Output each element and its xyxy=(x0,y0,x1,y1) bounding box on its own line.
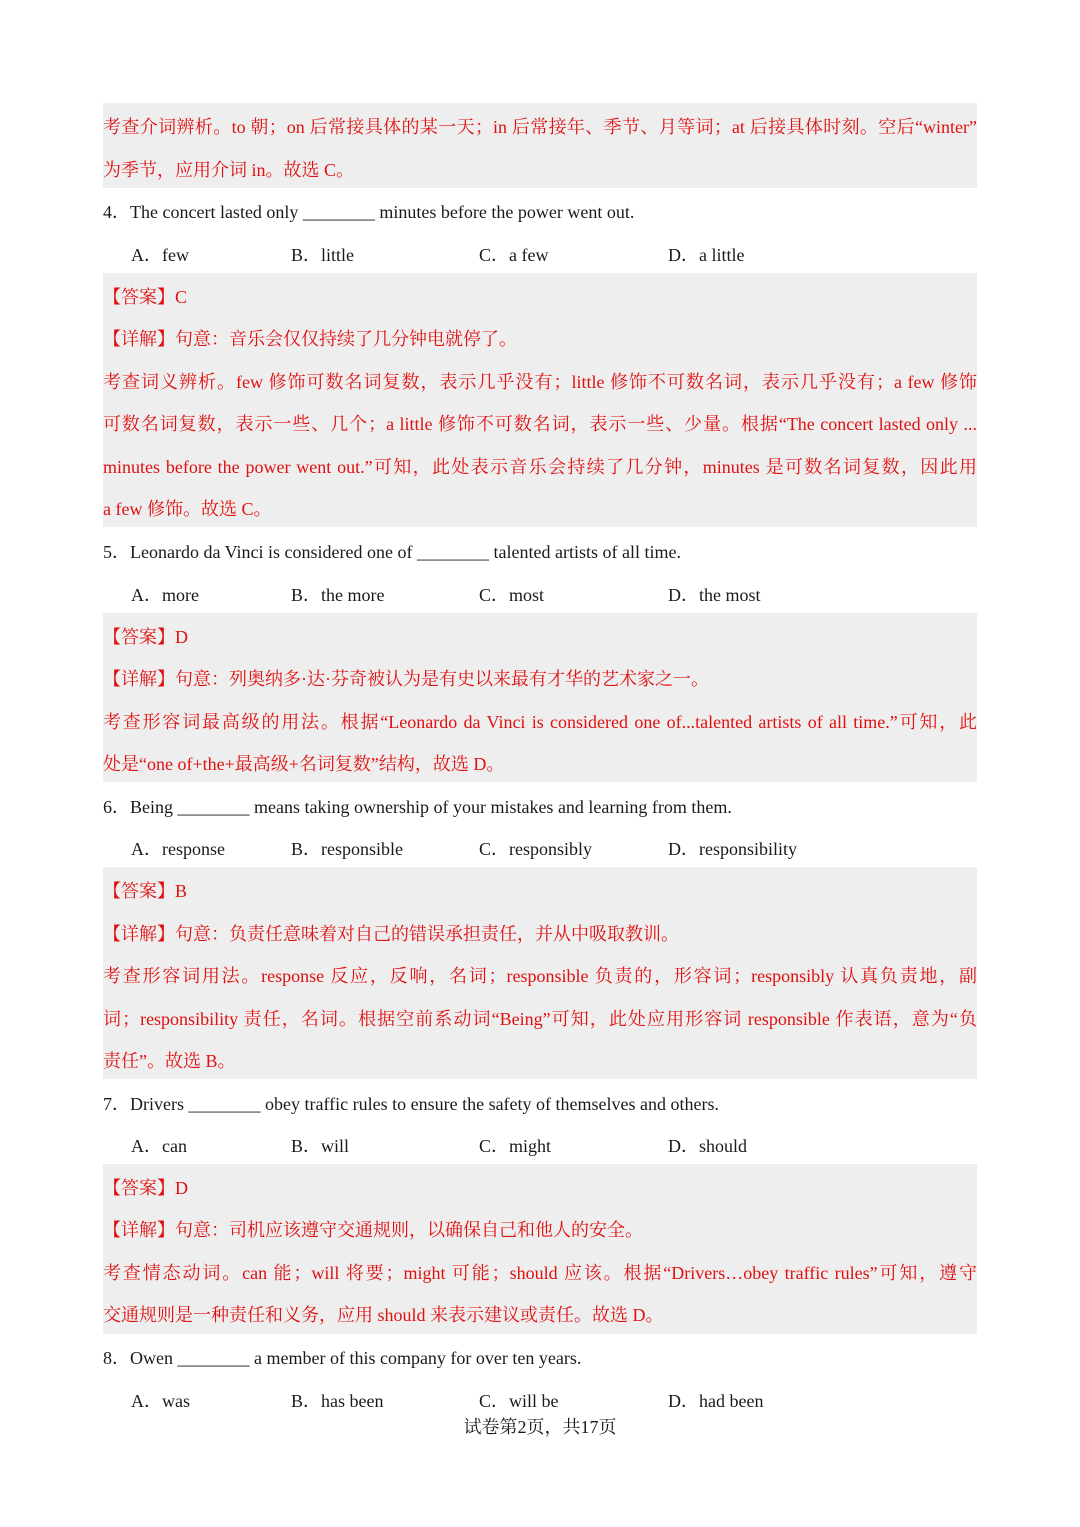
option-d: D．a little xyxy=(668,245,745,265)
option-b: B．has been xyxy=(291,1391,384,1411)
question-stem: 4．The concert lasted only ________ minutes before the power went out. xyxy=(103,202,635,222)
option-c: C．most xyxy=(479,585,545,605)
option-b: B．will xyxy=(291,1136,350,1156)
explanation-line: 考查介词辨析。to 朝；on 后常接具体的某一天；in 后常接年、季节、月等词；at 后接具体时刻。空后“winter” xyxy=(103,117,977,137)
option-a: A．more xyxy=(131,585,199,605)
question-stem: 7．Drivers ________ obey traffic rules to ensure the safety of themselves and others. xyxy=(103,1094,719,1114)
explanation-line: 考查词义辨析。few 修饰可数名词复数，表示几乎没有；little 修饰不可数名词，表示几乎没有；a few 修饰 xyxy=(103,372,977,392)
option-c: C．might xyxy=(479,1136,552,1156)
detail-translation: 【详解】句意：音乐会仅仅持续了几分钟电就停了。 xyxy=(103,329,517,349)
option-d: D．responsibility xyxy=(668,839,797,859)
question-stem: 5．Leonardo da Vinci is considered one of ________ talented artists of all time. xyxy=(103,542,681,562)
option-d: D．the most xyxy=(668,585,761,605)
detail-translation: 【详解】句意：司机应该遵守交通规则，以确保自己和他人的安全。 xyxy=(103,1220,643,1240)
answer-label: 【答案】D xyxy=(103,1178,188,1198)
option-c: C．responsibly xyxy=(479,839,593,859)
page-footer: 试卷第2页，共17页 xyxy=(463,1417,617,1437)
detail-translation: 【详解】句意：负责任意味着对自己的错误承担责任，并从中吸取教训。 xyxy=(103,924,679,944)
option-a: A．response xyxy=(131,839,225,859)
option-a: A．few xyxy=(131,245,189,265)
explanation-line: a few 修饰。故选 C。 xyxy=(103,499,272,519)
explanation-line: 考查形容词用法。response 反应，反响，名词；responsible 负责的，形容词；responsibly 认真负责地，副 xyxy=(103,966,977,986)
option-d: D．had been xyxy=(668,1391,764,1411)
answer-label: 【答案】C xyxy=(103,287,188,307)
option-b: B．the more xyxy=(291,585,385,605)
explanation-line: 为季节，应用介词 in。故选 C。 xyxy=(103,160,355,180)
explanation-line: minutes before the power went out.”可知，此处表示音乐会持续了几分钟，minutes 是可数名词复数，因此用 xyxy=(103,457,977,477)
answer-label: 【答案】D xyxy=(103,627,188,647)
detail-translation: 【详解】句意：列奥纳多·达·芬奇被认为是有史以来最有才华的艺术家之一。 xyxy=(103,669,709,689)
explanation-line: 考查情态动词。can 能；will 将要；might 可能；should 应该。根据“Drivers…obey traffic rules”可知，遵守 xyxy=(103,1263,977,1283)
explanation-line: 可数名词复数，表示一些、几个；a little 修饰不可数名词，表示一些、少量。根据“The concert lasted only ... xyxy=(103,414,977,434)
option-a: A．was xyxy=(131,1391,190,1411)
option-c: C．a few xyxy=(479,245,549,265)
option-b: B．little xyxy=(291,245,354,265)
explanation-line: 责任”。故选 B。 xyxy=(103,1051,236,1071)
explanation-line: 词；responsibility 责任，名词。根据空前系动词“Being”可知，此处应用形容词 responsible 作表语，意为“负 xyxy=(103,1009,977,1029)
answer-explanation-box xyxy=(103,273,977,527)
question-stem: 8．Owen ________ a member of this company for over ten years. xyxy=(103,1348,582,1368)
explanation-line: 考查形容词最高级的用法。根据“Leonardo da Vinci is considered one of...talented artists of all time.”可知，此 xyxy=(103,712,977,732)
explanation-line: 交通规则是一种责任和义务，应用 should 来表示建议或责任。故选 D。 xyxy=(103,1305,664,1325)
answer-label: 【答案】B xyxy=(103,881,188,901)
explanation-line: 处是“one of+the+最高级+名词复数”结构，故选 D。 xyxy=(103,754,505,774)
option-a: A．can xyxy=(131,1136,187,1156)
option-b: B．responsible xyxy=(291,839,403,859)
option-d: D．should xyxy=(668,1136,748,1156)
question-stem: 6．Being ________ means taking ownership of your mistakes and learning from them. xyxy=(103,797,732,817)
option-c: C．will be xyxy=(479,1391,559,1411)
